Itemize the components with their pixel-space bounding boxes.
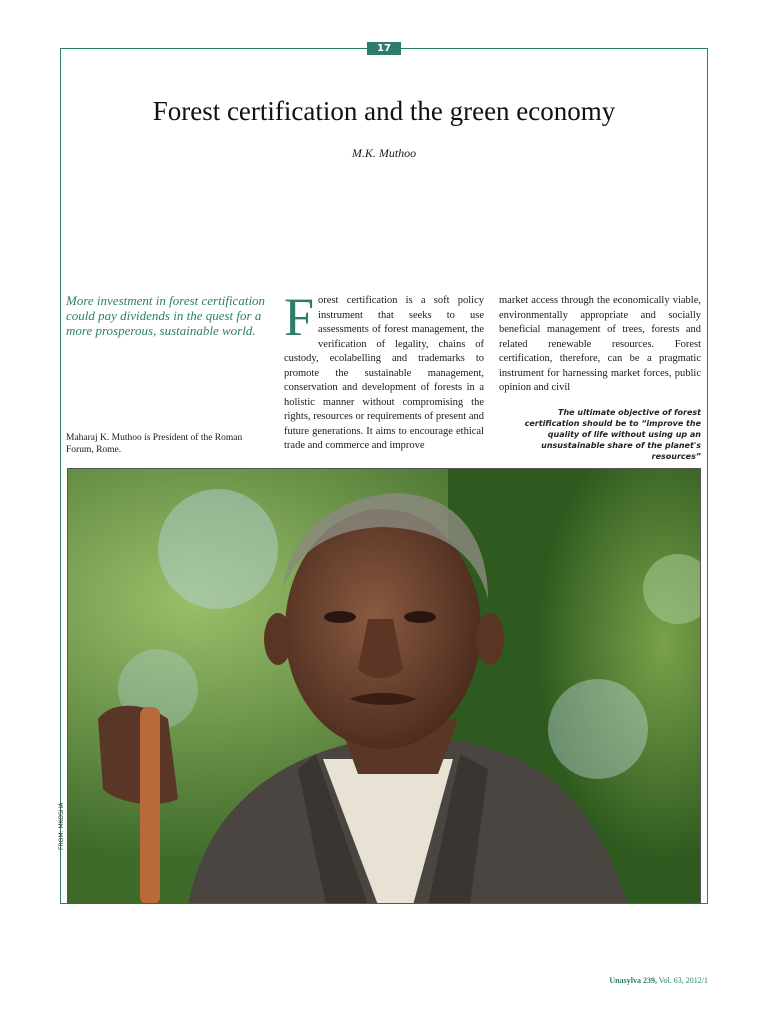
page-footer [609, 976, 708, 985]
author-bio: Maharaj K. Muthoo is President of the Roman Forum, Rome. [66, 433, 243, 455]
lead-standfirst: More investment in forest certification could pay dividends in the quest for a more prosperous, sustainable world. [66, 293, 266, 338]
body-column-1-text: orest certification is a soft policy instrument that seeks to use assessments of forest management, the verification of legality, chains of custody, ecolabelling and trademarks to promote the sustainable management, conservation and development of forests in a holistic manner without compromising the rights, resources or requirements of present and future generations. It aims to encourage ethical trade and commerce and improve [284, 295, 484, 451]
drop-cap: F [284, 287, 315, 347]
portrait-illustration [68, 469, 701, 904]
article-title: Forest certification and the green economy [152, 96, 616, 126]
body-column-2: market access through the economically viable, environmentally appropriate and socially beneficial management of trees, forests and related renewable resources. Forest certification, therefore, can be a pragmatic instrument for harnessing market forces, public opinion and civil [499, 295, 701, 393]
body-column-1 [284, 287, 484, 454]
footer-issue: Vol. 63, 2012/1 [658, 976, 708, 985]
footer-journal: Unasylva 239, [609, 976, 657, 985]
portrait-photo [67, 468, 701, 904]
page-number: 17 [367, 42, 401, 55]
photo-credit: FROM: MKOSHA [58, 802, 65, 850]
pull-quote: The ultimate objective of forest certification should be to “improve the quality of life without using up an unsustainable share of the planet's resources” [524, 408, 701, 461]
article-author: M.K. Muthoo [351, 146, 417, 160]
